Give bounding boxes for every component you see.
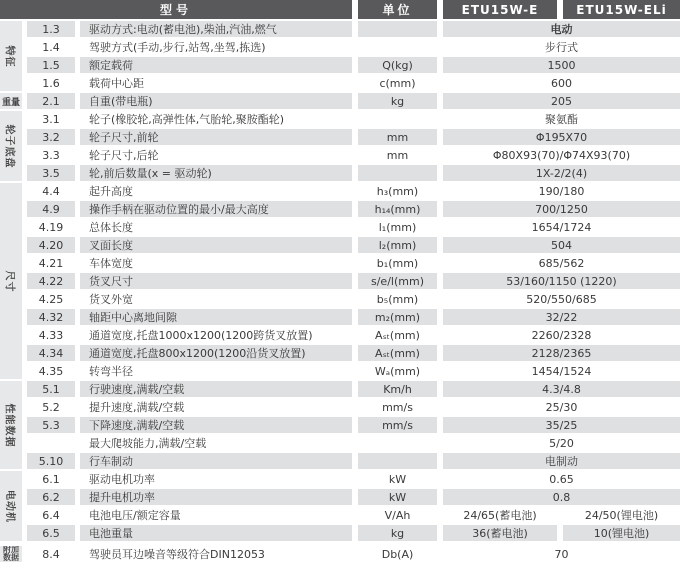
value-cell-model-b: 10(锂电池) (563, 525, 680, 541)
description-cell: 轮子尺寸,前轮 (80, 129, 352, 145)
table-header-row (0, 0, 680, 19)
table-row (27, 525, 680, 541)
value-cell: 电动 (443, 21, 680, 37)
table-row (27, 471, 680, 487)
description-cell: 驱动方式:电动(蓄电池),柴油,汽油,燃气 (80, 21, 352, 37)
unit-cell: Db(A) (381, 547, 414, 561)
table-row (27, 75, 680, 91)
row-number-cell: 5.2 (42, 400, 60, 414)
value-cell: 5/20 (549, 436, 574, 450)
unit-cell (358, 111, 437, 127)
unit-cell (358, 453, 437, 469)
header-model-col: 型号 (0, 0, 352, 19)
description-cell: 自重(带电瓶) (80, 93, 352, 109)
unit-cell (358, 39, 437, 55)
row-number-cell: 1.6 (42, 76, 60, 90)
group-label (0, 183, 22, 379)
description-cell: 车体宽度 (89, 257, 133, 270)
group-label (0, 546, 22, 562)
row-number-cell: 1.5 (27, 57, 75, 73)
unit-cell: h₃(mm) (376, 184, 419, 198)
unit-cell: kg (358, 525, 437, 541)
row-number-cell: 8.4 (42, 547, 60, 561)
description-cell: 提升电机功率 (80, 489, 352, 505)
description-cell: 下降速度,满载/空载 (80, 417, 352, 433)
table-row (27, 507, 680, 523)
description-cell: 总体长度 (89, 221, 133, 234)
value-cell: 504 (443, 237, 680, 253)
unit-cell: Km/h (358, 381, 437, 397)
row-number-cell: 2.1 (27, 93, 75, 109)
value-cell: 700/1250 (443, 201, 680, 217)
unit-cell: kg (358, 93, 437, 109)
value-cell: 35/25 (443, 417, 680, 433)
row-number-cell: 6.2 (27, 489, 75, 505)
table-row (27, 381, 680, 397)
spec-section (0, 183, 680, 379)
unit-cell: mm/s (358, 417, 437, 433)
description-cell: 操作手柄在驱动位置的最小/最大高度 (80, 201, 352, 217)
unit-cell: c(mm) (379, 76, 416, 90)
value-cell-model-a: 36(蓄电池) (443, 525, 557, 541)
description-cell: 叉面长度 (80, 237, 352, 253)
description-cell: 通道宽度,托盘1000x1200(1200跨货叉放置) (89, 329, 313, 342)
description-cell: 货叉外宽 (89, 293, 133, 306)
table-row (27, 489, 680, 505)
description-cell: 通道宽度,托盘800x1200(1200沿货叉放置) (80, 345, 352, 361)
group-label (0, 471, 22, 541)
header-model-a: ETU15W-E (443, 0, 557, 19)
table-row (27, 435, 680, 451)
description-cell: 提升速度,满载/空载 (89, 401, 185, 414)
spec-table-body (0, 21, 680, 562)
value-cell: 53/160/1150 (1220) (443, 273, 680, 289)
value-cell: 520/550/685 (526, 292, 597, 306)
row-number-cell: 1.3 (27, 21, 75, 37)
table-row (27, 93, 680, 109)
description-cell: 额定载荷 (80, 57, 352, 73)
unit-cell (358, 165, 437, 181)
description-cell: 行车制动 (80, 453, 352, 469)
description-cell: 轮子(橡胶轮,高弹性体,气胎轮,聚胺酯轮) (89, 113, 285, 126)
row-number-cell: 4.21 (38, 256, 64, 270)
unit-cell: s/e/l(mm) (358, 273, 437, 289)
spec-section (0, 381, 680, 469)
row-number-cell: 4.35 (38, 364, 64, 378)
description-cell: 行驶速度,满载/空载 (80, 381, 352, 397)
unit-cell: kW (358, 489, 437, 505)
description-cell: 轮子尺寸,后轮 (89, 149, 159, 162)
table-row (27, 363, 680, 379)
unit-cell: Wₐ(mm) (374, 364, 421, 378)
row-number-cell: 4.20 (27, 237, 75, 253)
row-number-cell: 4.33 (38, 328, 64, 342)
table-row (27, 21, 680, 37)
value-cell: 0.65 (549, 472, 574, 486)
description-cell: 驱动电机功率 (89, 473, 155, 486)
table-row (27, 57, 680, 73)
spec-section (0, 93, 680, 109)
description-cell: 驾驶员耳边噪音等级符合DIN12053 (89, 548, 265, 561)
table-row (27, 39, 680, 55)
table-row (27, 273, 680, 289)
row-number-cell: 5.3 (27, 417, 75, 433)
row-number-cell: 4.32 (27, 309, 75, 325)
row-number-cell: 5.10 (27, 453, 75, 469)
value-cell: 600 (551, 76, 572, 90)
value-cell: 0.8 (443, 489, 680, 505)
table-row (27, 237, 680, 253)
unit-cell: b₅(mm) (376, 292, 419, 306)
group-label-text: 尺寸 (3, 270, 15, 292)
table-row (27, 345, 680, 361)
table-row (27, 165, 680, 181)
table-row (27, 201, 680, 217)
row-number-cell: 6.1 (42, 472, 60, 486)
unit-cell (358, 21, 437, 37)
description-cell: 起升高度 (89, 185, 133, 198)
unit-cell: Aₛₜ(mm) (358, 345, 437, 361)
table-row (27, 255, 680, 271)
unit-cell: mm/s (382, 400, 413, 414)
unit-cell (358, 435, 437, 451)
value-cell: 190/180 (538, 184, 585, 198)
unit-cell: mm (358, 129, 437, 145)
row-number-cell: 4.4 (42, 184, 60, 198)
table-row (27, 327, 680, 343)
row-number-cell: 1.4 (42, 40, 60, 54)
group-label (0, 21, 22, 91)
group-label (0, 111, 22, 181)
value-cell: 电制动 (443, 453, 680, 469)
value-cell: 步行式 (545, 41, 578, 54)
value-cell: 2260/2328 (531, 328, 592, 342)
value-cell: 32/22 (443, 309, 680, 325)
table-row (27, 417, 680, 433)
unit-cell: l₂(mm) (358, 237, 437, 253)
description-cell: 货叉尺寸 (80, 273, 352, 289)
row-number-cell: 3.3 (42, 148, 60, 162)
value-cell: 685/562 (538, 256, 585, 270)
spec-section (0, 111, 680, 181)
unit-cell: Q(kg) (358, 57, 437, 73)
value-cell: 聚氨酯 (545, 113, 578, 126)
group-label (0, 381, 22, 469)
value-cell: Φ80X93(70)/Φ74X93(70) (492, 148, 631, 162)
table-row (27, 183, 680, 199)
table-row (27, 546, 680, 562)
row-number-cell (27, 435, 75, 451)
description-cell: 驾驶方式(手动,步行,站驾,坐驾,拣选) (89, 41, 266, 54)
row-number-cell: 6.4 (42, 508, 60, 522)
row-number-cell: 6.5 (27, 525, 75, 541)
unit-cell: kW (388, 472, 407, 486)
unit-cell: b₁(mm) (376, 256, 419, 270)
row-number-cell: 4.25 (38, 292, 64, 306)
table-row (27, 111, 680, 127)
group-label-text: 附加数据 (3, 546, 19, 562)
value-cell: 1500 (443, 57, 680, 73)
value-cell: 1654/1724 (531, 220, 592, 234)
group-label-text: 特征 (3, 45, 15, 67)
row-number-cell: 4.19 (38, 220, 64, 234)
table-row (27, 399, 680, 415)
unit-cell: V/Ah (384, 508, 411, 522)
group-label-text: 轮子底盘 (3, 124, 15, 168)
value-cell: 25/30 (545, 400, 578, 414)
value-cell: 70 (554, 547, 569, 561)
header-unit-col: 单位 (358, 0, 437, 19)
spec-section (0, 21, 680, 91)
row-number-cell: 3.2 (27, 129, 75, 145)
description-cell: 最大爬坡能力,满载/空载 (89, 437, 207, 450)
value-cell-model-a: 24/65(蓄电池) (463, 509, 537, 522)
row-number-cell: 3.1 (42, 112, 60, 126)
unit-cell: Aₛₜ(mm) (375, 328, 420, 342)
value-cell: 205 (443, 93, 680, 109)
unit-cell: m₂(mm) (358, 309, 437, 325)
description-cell: 转弯半径 (89, 365, 133, 378)
row-number-cell: 4.34 (27, 345, 75, 361)
value-cell: 2128/2365 (443, 345, 680, 361)
value-cell: 1X-2/2(4) (443, 165, 680, 181)
spec-section (0, 546, 680, 562)
group-label-text: 重量 (1, 97, 20, 108)
header-model-b: ETU15W-ELi (563, 0, 680, 19)
description-cell: 电池重量 (80, 525, 352, 541)
table-row (27, 219, 680, 235)
description-cell: 轮,前后数量(x = 驱动轮) (80, 165, 352, 181)
value-cell: 1454/1524 (531, 364, 592, 378)
row-number-cell: 3.5 (27, 165, 75, 181)
row-number-cell: 4.22 (27, 273, 75, 289)
table-row (27, 291, 680, 307)
table-row (27, 147, 680, 163)
row-number-cell: 4.9 (27, 201, 75, 217)
value-cell: Φ195X70 (443, 129, 680, 145)
unit-cell: mm (386, 148, 409, 162)
group-label (0, 93, 22, 109)
table-row (27, 129, 680, 145)
spec-section (0, 471, 680, 541)
description-cell: 载荷中心距 (89, 77, 144, 90)
description-cell: 电池电压/额定容量 (89, 509, 181, 522)
value-cell-model-b: 24/50(锂电池) (584, 509, 659, 522)
unit-cell: l₁(mm) (378, 220, 417, 234)
value-cell: 4.3/4.8 (443, 381, 680, 397)
row-number-cell: 5.1 (27, 381, 75, 397)
description-cell: 轴距中心离地间隙 (80, 309, 352, 325)
table-row (27, 453, 680, 469)
table-row (27, 309, 680, 325)
group-label-text: 电动机 (3, 489, 15, 523)
unit-cell: h₁₄(mm) (358, 201, 437, 217)
group-label-text: 性能数据 (3, 403, 15, 447)
